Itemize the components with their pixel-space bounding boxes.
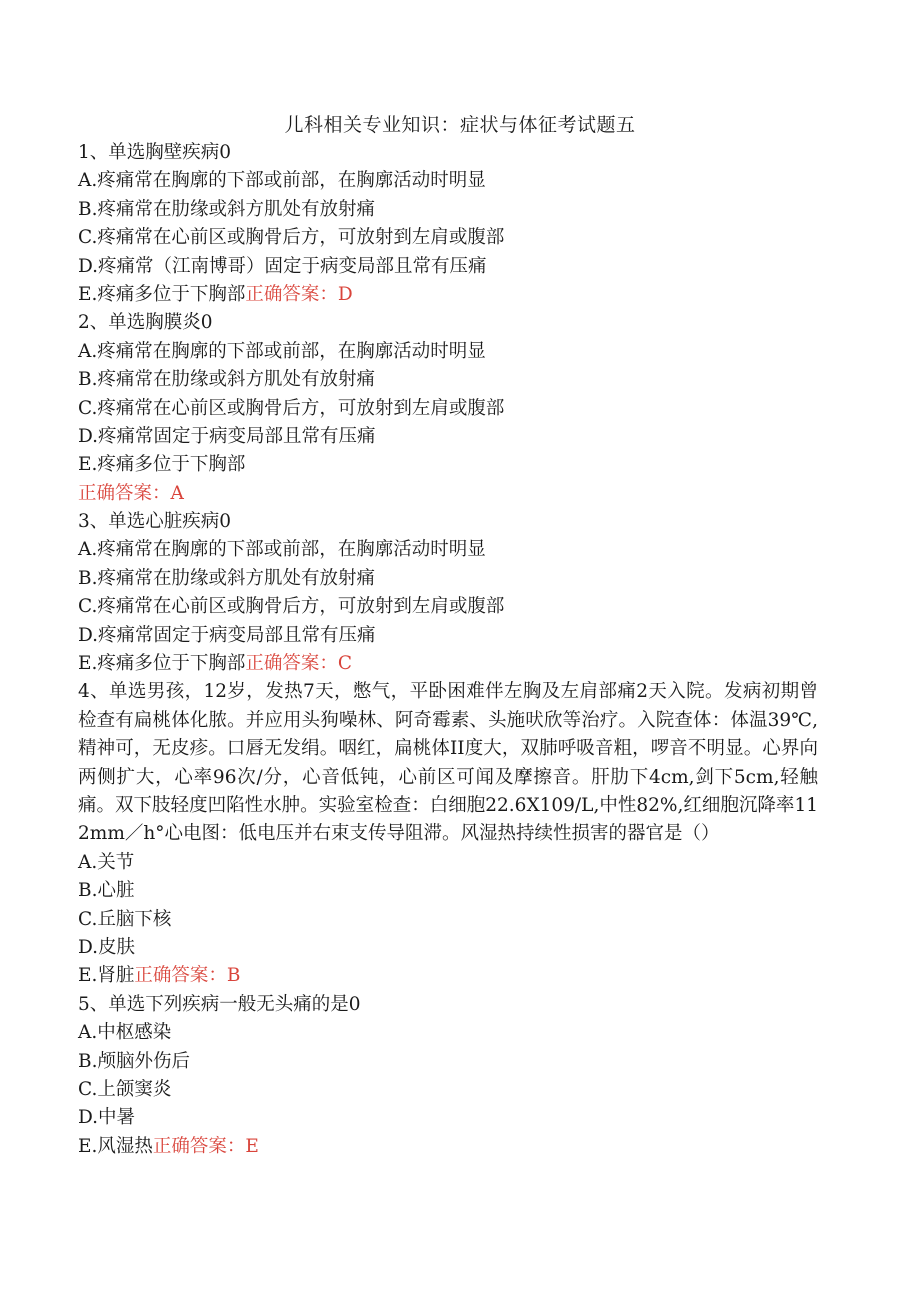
- option-c: C.疼痛常在心前区或胸骨后方，可放射到左肩或腹部: [78, 227, 505, 249]
- document-title: 儿科相关专业知识：症状与体征考试题五: [284, 114, 636, 136]
- option-b: B.疼痛常在肋缘或斜方肌处有放射痛: [78, 198, 375, 220]
- option-e-row: [78, 962, 818, 990]
- option-c: C.疼痛常在心前区或胸骨后方，可放射到左肩或腹部: [78, 596, 505, 618]
- question-stem: 2、单选胸膜炎0: [78, 312, 213, 334]
- option-c: C.上颌窦炎: [78, 1078, 172, 1100]
- correct-answer: 正确答案：C: [245, 653, 353, 675]
- option-d: D.皮肤: [78, 937, 136, 959]
- option-a: A.关节: [78, 851, 135, 873]
- correct-answer: 正确答案：A: [78, 482, 184, 504]
- option-d: D.疼痛常固定于病变局部且常有压痛: [78, 624, 376, 646]
- option-b: B.颅脑外伤后: [78, 1050, 190, 1072]
- question-stem: 4、单选男孩，12岁，发热7天，憋气，平卧困难伴左胸及左肩部痛2天入院。发病初期曾检查有扁桃体化脓。并应用头狗噪林、阿奇霉素、头施吠欣等治疗。入院查体：体温39℃,精神可，无皮疹。口唇无发绢。咽红，扁桃体II度大，双肺呼吸音粗，啰音不明显。心界向两侧扩大，心率96次/分，心音低钝，心前区可闻及摩擦音。肝肋下4cm,剑下5cm,轻触痛。双下肢轻度凹陷性水肿。实验室检查：白细胞22.6X109/L,中性82%,红细胞沉降率112mm／h°心电图：低电压并右束支传导阻滞。风湿热持续性损害的器官是（）: [78, 681, 818, 845]
- option-d: D.疼痛常（江南博哥）固定于病变局部且常有压痛: [78, 255, 487, 277]
- correct-answer: 正确答案：D: [245, 283, 353, 305]
- question-stem: 3、单选心脏疾病0: [78, 511, 232, 533]
- option-e: E.疼痛多位于下胸部: [78, 454, 246, 476]
- option-a: A.疼痛常在胸廓的下部或前部，在胸廓活动时明显: [78, 170, 486, 192]
- option-b: B.疼痛常在肋缘或斜方肌处有放射痛: [78, 567, 375, 589]
- option-e: E.肾脏: [78, 965, 135, 987]
- option-e-row: [78, 281, 818, 309]
- correct-answer: 正确答案：B: [134, 965, 241, 987]
- question-stem: 1、单选胸壁疾病0: [78, 142, 232, 163]
- option-e: E.疼痛多位于下胸部: [78, 653, 246, 675]
- option-b: B.疼痛常在肋缘或斜方肌处有放射痛: [78, 369, 375, 391]
- option-c: C.丘脑下核: [78, 908, 172, 930]
- option-c: C.疼痛常在心前区或胸骨后方，可放射到左肩或腹部: [78, 397, 505, 419]
- option-e: E.疼痛多位于下胸部: [78, 283, 246, 305]
- question-list: [78, 139, 818, 1161]
- option-e-row: [78, 650, 818, 678]
- option-d: D.中暑: [78, 1107, 136, 1129]
- option-a: A.中枢感染: [78, 1022, 172, 1044]
- question-stem: 5、单选下列疾病一般无头痛的是0: [78, 993, 361, 1015]
- option-b: B.心脏: [78, 880, 135, 902]
- option-e: E.风湿热: [78, 1135, 153, 1157]
- option-a: A.疼痛常在胸廓的下部或前部，在胸廓活动时明显: [78, 340, 486, 362]
- correct-answer: 正确答案：E: [152, 1135, 259, 1157]
- option-e-row: [78, 1133, 818, 1161]
- option-a: A.疼痛常在胸廓的下部或前部，在胸廓活动时明显: [78, 539, 486, 561]
- option-d: D.疼痛常固定于病变局部且常有压痛: [78, 425, 376, 447]
